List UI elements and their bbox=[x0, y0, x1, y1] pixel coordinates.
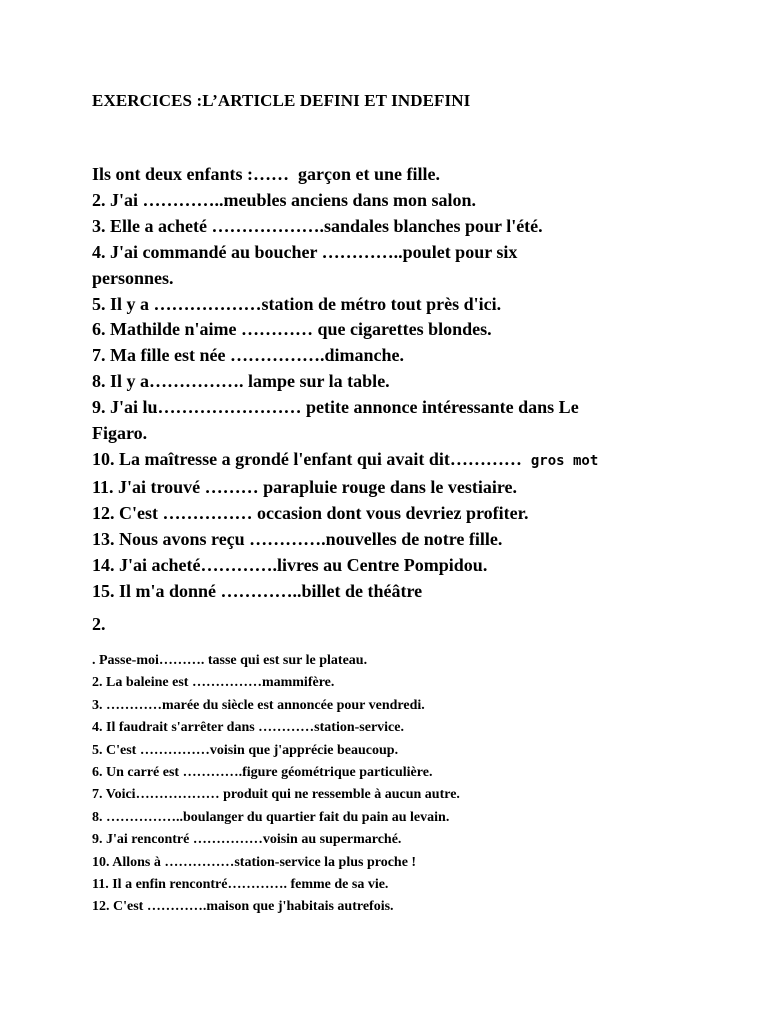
exercise-2-10-line: 10. Allons à ……………station-service la plus proche ! bbox=[92, 854, 417, 870]
exercise-12-line: 12. C'est …………… occasion dont vous devriez profiter. bbox=[92, 502, 529, 523]
exercise-2-1-line: . Passe-moi………. tasse qui est sur le plateau. bbox=[92, 653, 368, 668]
exercise-4-line: 4. J'ai commandé au boucher …………..poulet pour six bbox=[92, 241, 518, 262]
exercise-part-1 bbox=[92, 162, 682, 604]
exercise-5-line: 5. Il y a ………………station de métro tout près d'ici. bbox=[92, 293, 502, 314]
exercise-1-line: Ils ont deux enfants :…… garçon et une fille. bbox=[92, 164, 440, 184]
exercise-11-line: 11. J'ai trouvé ……… parapluie rouge dans le vestiaire. bbox=[92, 476, 518, 497]
exercise-7-line: 7. Ma fille est née …………….dimanche. bbox=[92, 345, 404, 366]
exercise-2-9-line: 9. J'ai rencontré ……………voisin au supermarché. bbox=[92, 832, 402, 848]
exercise-2-3-line: 3. …………marée du siècle est annoncée pour vendredi. bbox=[92, 697, 425, 713]
exercise-2-2-line: 2. La baleine est ……………mammifère. bbox=[92, 675, 335, 691]
exercise-2-7-line: 7. Voici……………… produit qui ne ressemble à aucun autre. bbox=[92, 787, 460, 803]
exercise-part-2 bbox=[92, 650, 652, 919]
exercise-10-line bbox=[92, 447, 682, 475]
document-title: EXERCICES :L’ARTICLE DEFINI ET INDEFINI bbox=[92, 91, 471, 110]
exercise-15-line: 15. Il m'a donné …………..billet de théâtre bbox=[92, 580, 423, 601]
exercise-2-12-line: 12. C'est ………….maison que j'habitais autrefois. bbox=[92, 899, 394, 915]
exercise-2-5-line: 5. C'est ……………voisin que j'apprécie beaucoup. bbox=[92, 742, 399, 758]
exercise-10-tail: gros mot bbox=[530, 452, 599, 469]
exercise-9-line: 9. J'ai lu…………………… petite annonce intéressante dans Le bbox=[92, 397, 579, 418]
section-2-heading: 2. bbox=[92, 614, 106, 634]
exercise-14-line: 14. J'ai acheté………….livres au Centre Pompidou. bbox=[92, 554, 488, 575]
exercise-2-line: 2. J'ai …………..meubles anciens dans mon salon. bbox=[92, 189, 477, 210]
exercise-6-line: 6. Mathilde n'aime ………… que cigarettes blondes. bbox=[92, 319, 492, 340]
exercise-2-6-line: 6. Un carré est ………….figure géométrique particulière. bbox=[92, 765, 433, 781]
exercise-13-line: 13. Nous avons reçu ………….nouvelles de notre fille. bbox=[92, 528, 503, 549]
exercise-9-line-continued: Figaro. bbox=[92, 423, 148, 444]
exercise-3-line: 3. Elle a acheté ……………….sandales blanches pour l'été. bbox=[92, 215, 543, 236]
exercise-8-line: 8. Il y a……………. lampe sur la table. bbox=[92, 371, 390, 392]
exercise-4-line-continued: personnes. bbox=[92, 267, 174, 288]
exercise-2-8-line: 8. ……………..boulanger du quartier fait du pain au levain. bbox=[92, 809, 450, 825]
exercise-2-4-line: 4. Il faudrait s'arrêter dans …………station-service. bbox=[92, 720, 404, 736]
exercise-10-text: 10. La maîtresse a grondé l'enfant qui avait dit………… bbox=[92, 448, 531, 469]
exercise-2-11-line: 11. Il a enfin rencontré…………. femme de sa vie. bbox=[92, 877, 389, 893]
